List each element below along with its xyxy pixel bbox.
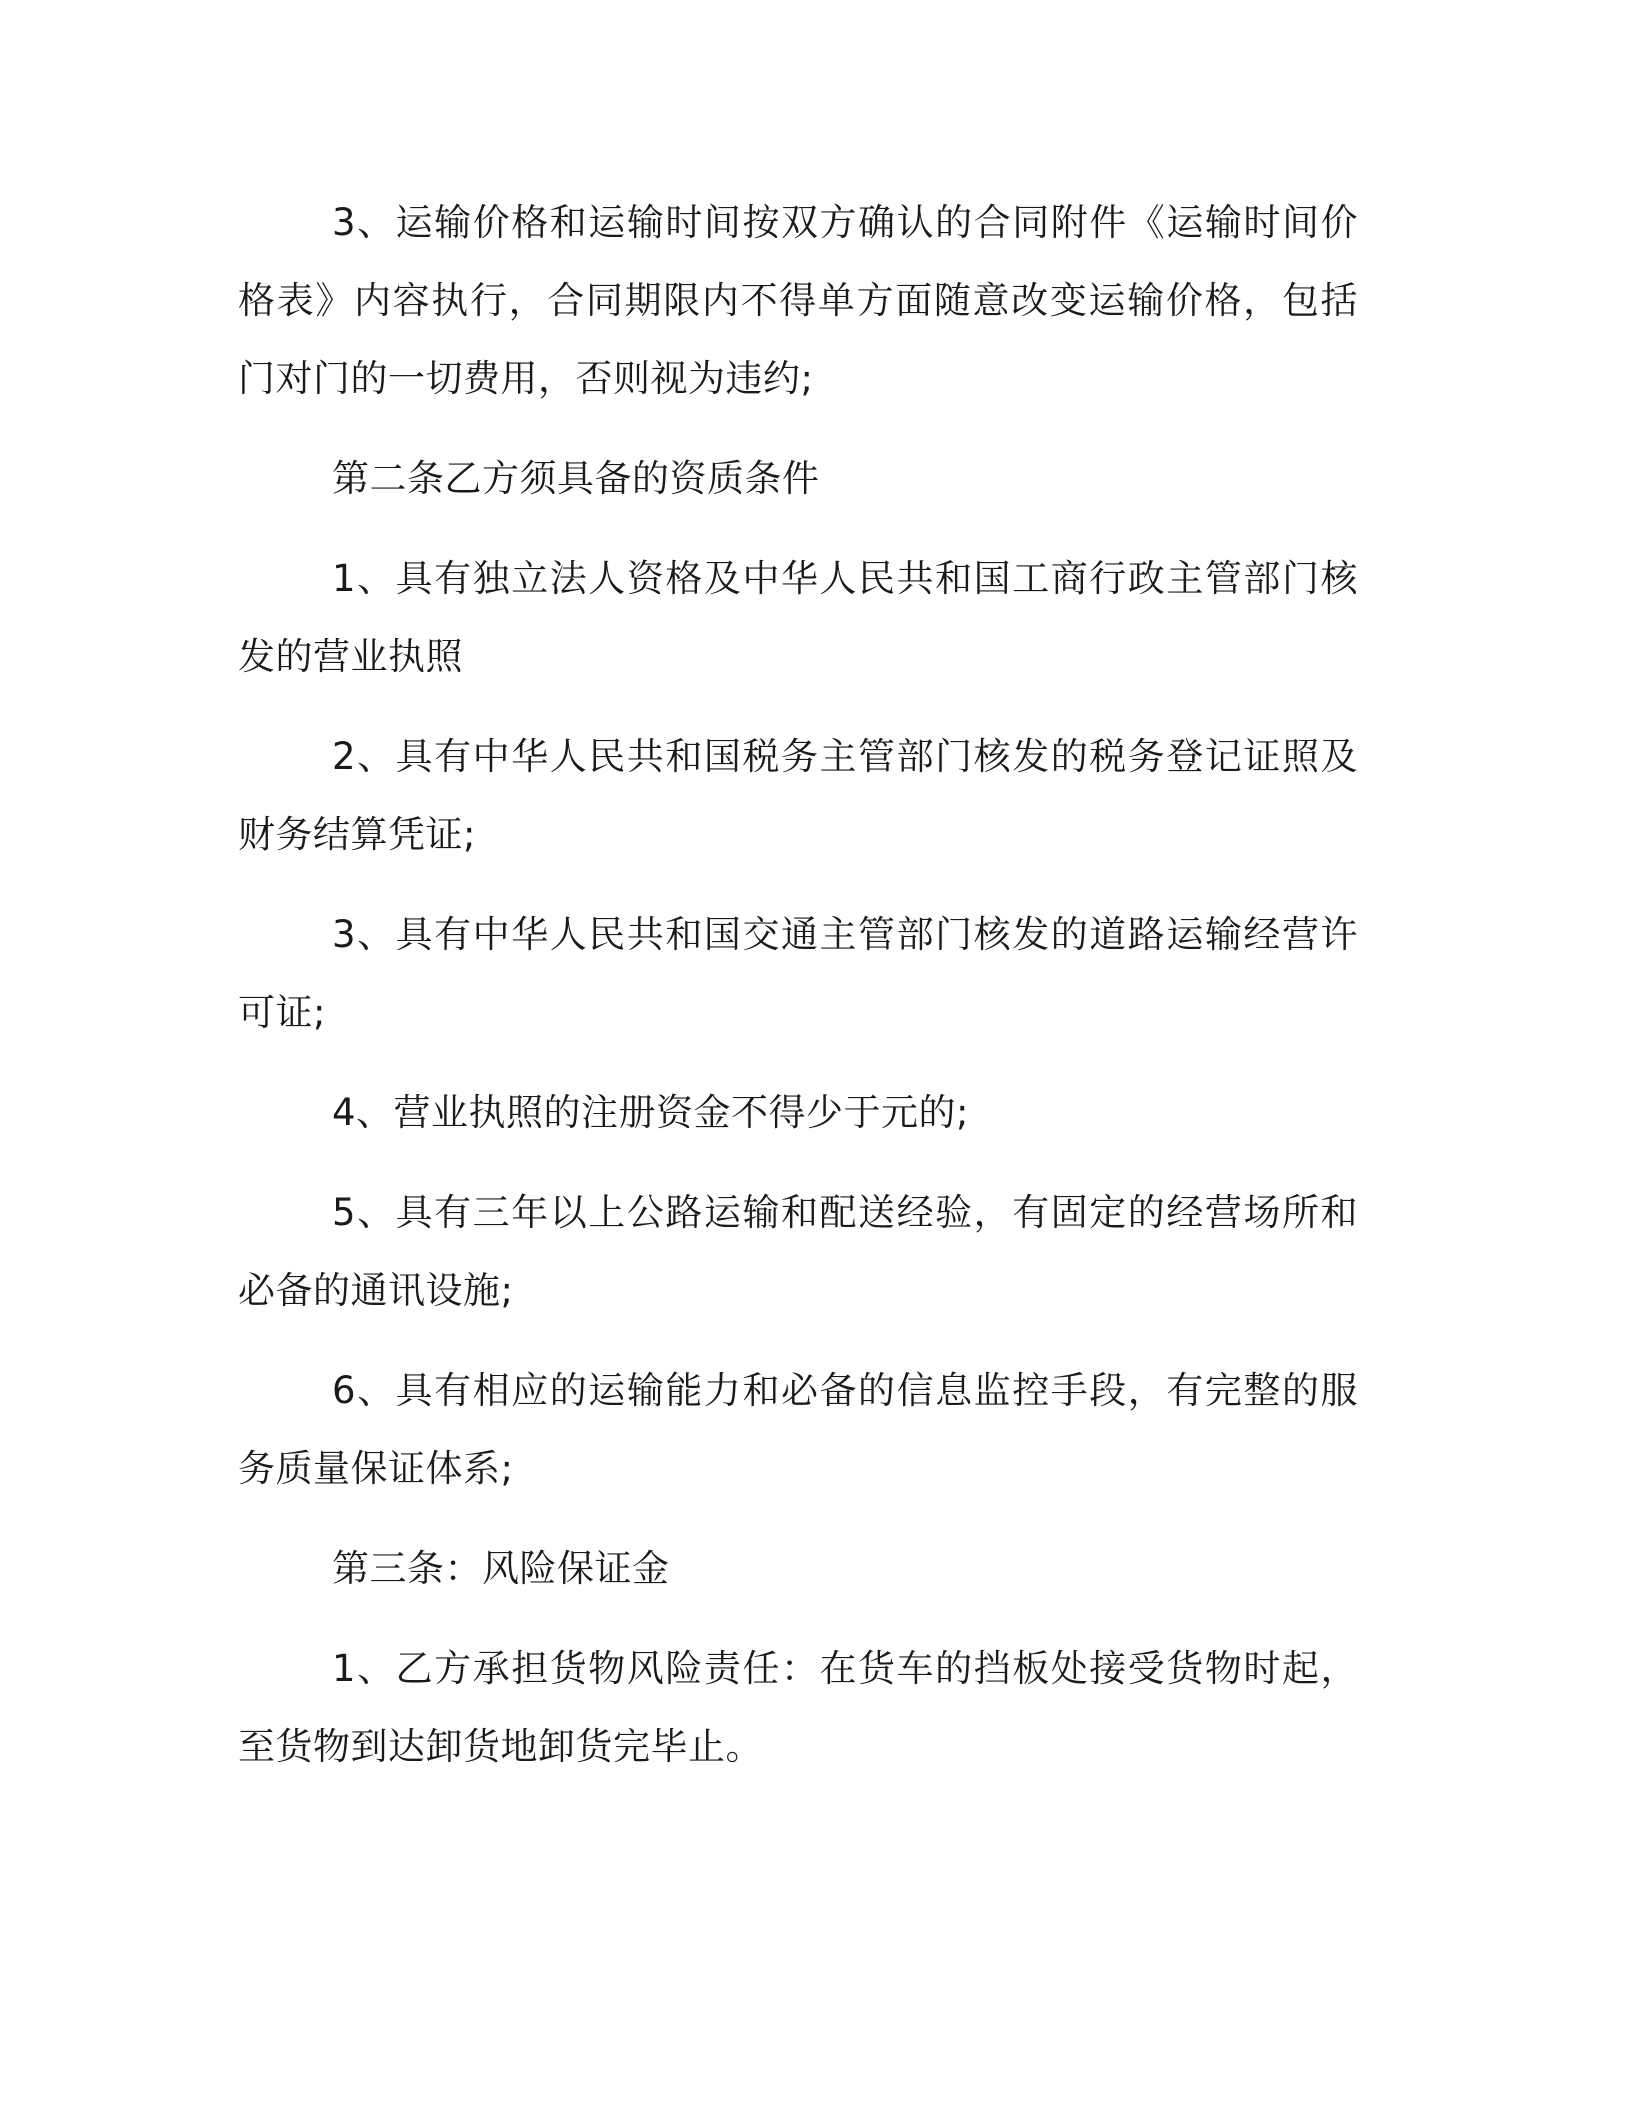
paragraph-qualification-3: 3、具有中华人民共和国交通主管部门核发的道路运输经营许可证; [238,913,1358,1034]
paragraph-risk-1: 1、乙方承担货物风险责任：在货车的挡板处接受货物时起，至货物到达卸货地卸货完毕止。 [238,1647,1358,1768]
paragraph-qualification-5: 5、具有三年以上公路运输和配送经验，有固定的经营场所和必备的通讯设施; [238,1191,1358,1312]
section-heading-article-2: 第二条乙方须具备的资质条件 [332,457,820,500]
paragraph-qualification-2: 2、具有中华人民共和国税务主管部门核发的税务登记证照及财务结算凭证; [238,735,1358,856]
paragraph-clause-3-price: 3、运输价格和运输时间按双方确认的合同附件《运输时间价格表》内容执行，合同期限内不得单方面随意改变运输价格，包括门对门的一切费用，否则视为违约; [238,201,1358,400]
section-heading-article-3: 第三条：风险保证金 [332,1547,670,1590]
paragraph-qualification-4: 4、营业执照的注册资金不得少于元的; [332,1091,970,1134]
paragraph-qualification-1: 1、具有独立法人资格及中华人民共和国工商行政主管部门核发的营业执照 [238,557,1358,678]
paragraph-qualification-6: 6、具有相应的运输能力和必备的信息监控手段，有完整的服务质量保证体系; [238,1369,1358,1490]
document-body [238,184,1358,1808]
